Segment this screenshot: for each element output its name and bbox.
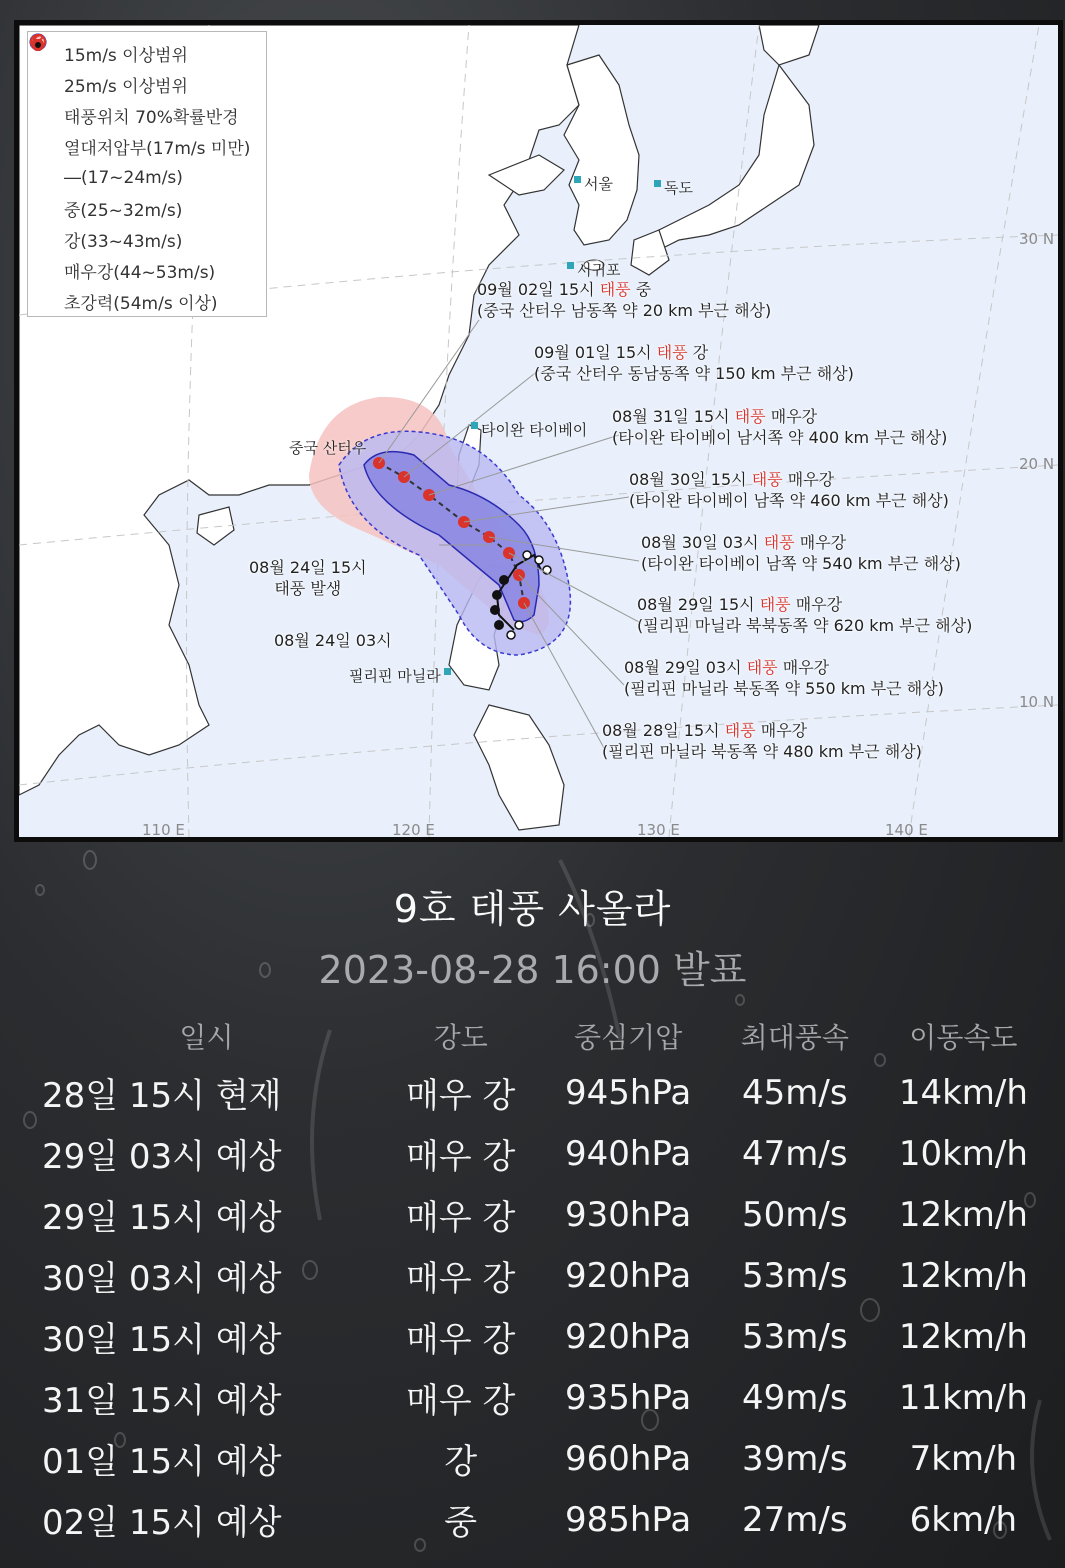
legend-item	[34, 224, 266, 255]
cell-intensity: 매우 강	[406, 1198, 516, 1238]
city-marker-icon	[567, 262, 574, 269]
grid-label-120e: 120 E	[392, 821, 435, 839]
city-shantou: 중국 산터우	[289, 439, 367, 457]
legend-label: 15m/s 이상범위	[64, 46, 188, 66]
grid-label-10n: 10 N	[1019, 693, 1055, 711]
cell-pressure: 935hPa	[565, 1377, 692, 1418]
city-marker-icon	[654, 180, 661, 187]
forecast-label-0829-03: 08월 29일 03시 태풍 매우강 (필리핀 마닐라 북동쪽 약 550 km 부근 해상)	[624, 658, 944, 698]
grid-label-30n: 30 N	[1019, 230, 1055, 248]
legend-label: 열대저압부(17m/s 미만)	[64, 139, 251, 159]
header-max-wind: 최대풍속	[740, 1021, 849, 1054]
map-legend	[27, 31, 267, 317]
legend-label: 중(25~32m/s)	[64, 201, 183, 221]
grid-label-20n: 20 N	[1019, 455, 1055, 473]
cell-time: 29일 15시 예상	[42, 1198, 282, 1238]
forecast-label-0831: 08월 31일 15시 태풍 매우강 (타이완 타이베이 남서쪽 약 400 km 부근 해상)	[612, 407, 948, 447]
legend-label: 25m/s 이상범위	[64, 77, 188, 97]
grid-label-140e: 140 E	[885, 821, 928, 839]
legend-label: 초강력(54m/s 이상)	[64, 294, 218, 314]
cell-pressure: 960hPa	[565, 1438, 692, 1479]
cell-max-wind: 49m/s	[742, 1377, 848, 1418]
city-marker-icon	[574, 176, 581, 183]
table-row	[30, 1123, 1055, 1184]
cell-max-wind: 53m/s	[742, 1316, 848, 1357]
cell-move-speed: 12km/h	[898, 1194, 1028, 1235]
cell-pressure: 920hPa	[565, 1255, 692, 1296]
cell-intensity: 중	[444, 1503, 478, 1543]
cell-intensity: 매우 강	[406, 1320, 516, 1360]
table-row	[30, 1306, 1055, 1367]
cell-intensity: 강	[444, 1442, 478, 1482]
legend-label: 매우강(44~53m/s)	[64, 263, 216, 283]
cell-move-speed: 14km/h	[898, 1072, 1028, 1113]
cell-intensity: 매우 강	[406, 1076, 516, 1116]
legend-label: 태풍위치 70%확률반경	[64, 108, 239, 128]
cell-move-speed: 7km/h	[909, 1438, 1018, 1479]
cell-time: 30일 15시 예상	[42, 1320, 282, 1360]
forecast-label-0830-03: 08월 30일 03시 태풍 매우강 (타이완 타이베이 남쪽 약 540 km 부근 해상)	[641, 533, 961, 573]
forecast-label-0829-15: 08월 29일 15시 태풍 매우강 (필리핀 마닐라 북북동쪽 약 620 km 부근 해상)	[637, 595, 973, 635]
cell-max-wind: 45m/s	[742, 1072, 848, 1113]
forecast-label-0830-15: 08월 30일 15시 태풍 매우강 (타이완 타이베이 남쪽 약 460 km 부근 해상)	[629, 470, 949, 510]
legend-item	[34, 38, 266, 69]
legend-item	[34, 69, 266, 100]
table-row	[30, 1367, 1055, 1428]
storm-info	[0, 860, 1065, 994]
cell-pressure: 945hPa	[565, 1072, 692, 1113]
legend-item	[34, 131, 266, 162]
header-move-speed: 이동속도	[909, 1021, 1018, 1054]
cell-max-wind: 27m/s	[742, 1499, 848, 1540]
header-intensity: 강도	[433, 1021, 488, 1054]
cell-max-wind: 53m/s	[742, 1255, 848, 1296]
legend-item	[34, 255, 266, 286]
grid-label-110e: 110 E	[142, 821, 185, 839]
forecast-table	[30, 1010, 1055, 1550]
typhoon-super-icon	[28, 32, 48, 54]
table-row	[30, 1428, 1055, 1489]
cell-pressure: 985hPa	[565, 1499, 692, 1540]
table-row	[30, 1489, 1055, 1550]
cell-max-wind: 39m/s	[742, 1438, 848, 1479]
table-row	[30, 1062, 1055, 1123]
cell-pressure: 940hPa	[565, 1133, 692, 1174]
cell-time: 01일 15시 예상	[42, 1442, 282, 1482]
city-dokdo: 독도	[654, 177, 693, 198]
city-seogwipo: 서귀포	[567, 259, 620, 280]
cell-time: 31일 15시 예상	[42, 1381, 282, 1421]
legend-label: ―(17~24m/s)	[64, 167, 183, 188]
cell-time: 29일 03시 예상	[42, 1137, 282, 1177]
cell-time: 30일 03시 예상	[42, 1259, 282, 1299]
cell-intensity: 매우 강	[406, 1259, 516, 1299]
genesis-label: 08월 24일 15시 태풍 발생	[249, 558, 367, 598]
city-seoul: 서울	[574, 173, 613, 194]
cell-max-wind: 47m/s	[742, 1133, 848, 1174]
forecast-label-0828: 08월 28일 15시 태풍 매우강 (필리핀 마닐라 북동쪽 약 480 km 부근 해상)	[602, 721, 922, 761]
cell-pressure: 920hPa	[565, 1316, 692, 1357]
table-row	[30, 1184, 1055, 1245]
typhoon-track-map	[14, 20, 1063, 842]
city-marker-icon	[471, 422, 478, 429]
cell-move-speed: 11km/h	[898, 1377, 1028, 1418]
city-taipei: 타이완 타이베이	[471, 419, 587, 440]
cell-intensity: 매우 강	[406, 1381, 516, 1421]
cell-move-speed: 12km/h	[898, 1316, 1028, 1357]
legend-item	[34, 162, 266, 193]
cell-time: 28일 15시 현재	[42, 1076, 282, 1116]
start-label: 08월 24일 03시	[274, 631, 392, 650]
legend-item	[34, 286, 266, 317]
header-time: 일시	[179, 1021, 234, 1054]
storm-title: 9호 태풍 사올라	[393, 887, 672, 931]
cell-time: 02일 15시 예상	[42, 1503, 282, 1543]
city-manila: 필리핀 마닐라	[349, 665, 454, 686]
table-header-row	[30, 1010, 1055, 1062]
cell-move-speed: 10km/h	[898, 1133, 1028, 1174]
cell-move-speed: 6km/h	[909, 1499, 1018, 1540]
cell-move-speed: 12km/h	[898, 1255, 1028, 1296]
legend-item	[34, 193, 266, 224]
legend-item	[34, 100, 266, 131]
forecast-label-0902: 09월 02일 15시 태풍 중 (중국 산터우 남동쪽 약 20 km 부근 해상)	[477, 280, 772, 320]
legend-label: 강(33~43m/s)	[64, 232, 183, 252]
cell-max-wind: 50m/s	[742, 1194, 848, 1235]
cell-pressure: 930hPa	[565, 1194, 692, 1235]
cell-intensity: 매우 강	[406, 1137, 516, 1177]
table-row	[30, 1245, 1055, 1306]
city-marker-icon	[444, 668, 451, 675]
header-pressure: 중심기압	[574, 1021, 683, 1054]
issued-time: 2023-08-28 16:00 발표	[318, 948, 747, 992]
forecast-label-0901: 09월 01일 15시 태풍 강 (중국 산터우 동남동쪽 약 150 km 부근 해상)	[534, 343, 854, 383]
grid-label-130e: 130 E	[637, 821, 680, 839]
